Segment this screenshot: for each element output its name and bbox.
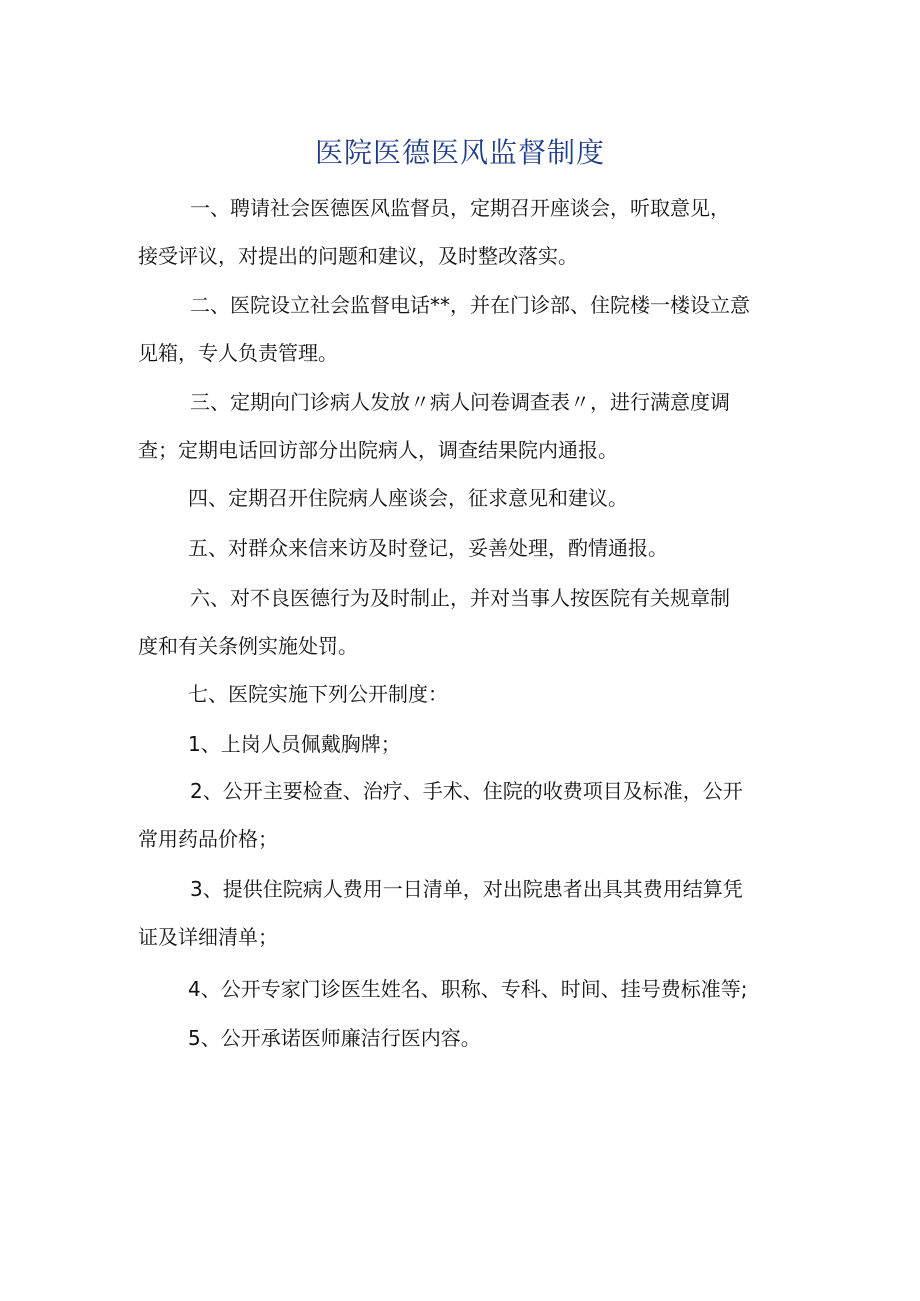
paragraph-line: 4、公开专家门诊医生姓名、职称、专科、时间、挂号费标准等; <box>188 977 748 1001</box>
document-title: 医院医德医风监督制度 <box>314 136 605 169</box>
paragraph-line: 二、医院设立社会监督电话**，并在门诊部、住院楼一楼设立意 <box>190 293 750 317</box>
paragraph-line: 接受评议，对提出的问题和建议，及时整改落实。 <box>138 244 578 268</box>
paragraph-line: 3、提供住院病人费用一日清单，对出院患者出具其费用结算凭 <box>190 877 743 901</box>
paragraph-line: 一、聘请社会医德医风监督员，定期召开座谈会，听取意见， <box>190 196 730 220</box>
paragraph-5 <box>138 524 788 572</box>
paragraph-10 <box>138 865 788 961</box>
paragraph-3 <box>138 378 788 474</box>
paragraph-2 <box>138 281 788 377</box>
paragraph-line: 查；定期电话回访部分出院病人，调查结果院内通报。 <box>138 438 618 462</box>
paragraph-line: 2、公开主要检查、治疗、手术、住院的收费项目及标准，公开 <box>190 779 743 803</box>
paragraph-7 <box>138 670 788 718</box>
paragraph-line: 5、公开承诺医师廉洁行医内容。 <box>188 1026 481 1050</box>
paragraph-line: 证及详细清单； <box>138 925 278 949</box>
paragraph-line: 七、医院实施下列公开制度： <box>188 682 448 706</box>
paragraph-line: 五、对群众来信来访及时登记，妥善处理，酌情通报。 <box>188 536 668 560</box>
paragraph-11 <box>138 965 788 1013</box>
paragraph-line: 度和有关条例实施处罚。 <box>138 634 358 658</box>
paragraph-1 <box>138 184 788 280</box>
paragraph-line: 四、定期召开住院病人座谈会，征求意见和建议。 <box>188 486 628 510</box>
paragraph-6 <box>138 574 788 670</box>
paragraph-9 <box>138 767 788 863</box>
paragraph-line: 六、对不良医德行为及时制止，并对当事人按医院有关规章制 <box>190 586 730 610</box>
paragraph-line: 三、定期向门诊病人发放〃病人问卷调查表〃，进行满意度调 <box>190 390 730 414</box>
paragraph-line: 1、上岗人员佩戴胸牌； <box>188 732 401 756</box>
paragraph-4 <box>138 474 788 522</box>
paragraph-8 <box>138 720 788 768</box>
paragraph-line: 常用药品价格； <box>138 827 278 851</box>
paragraph-12 <box>138 1014 788 1062</box>
paragraph-line: 见箱，专人负责管理。 <box>138 341 338 365</box>
